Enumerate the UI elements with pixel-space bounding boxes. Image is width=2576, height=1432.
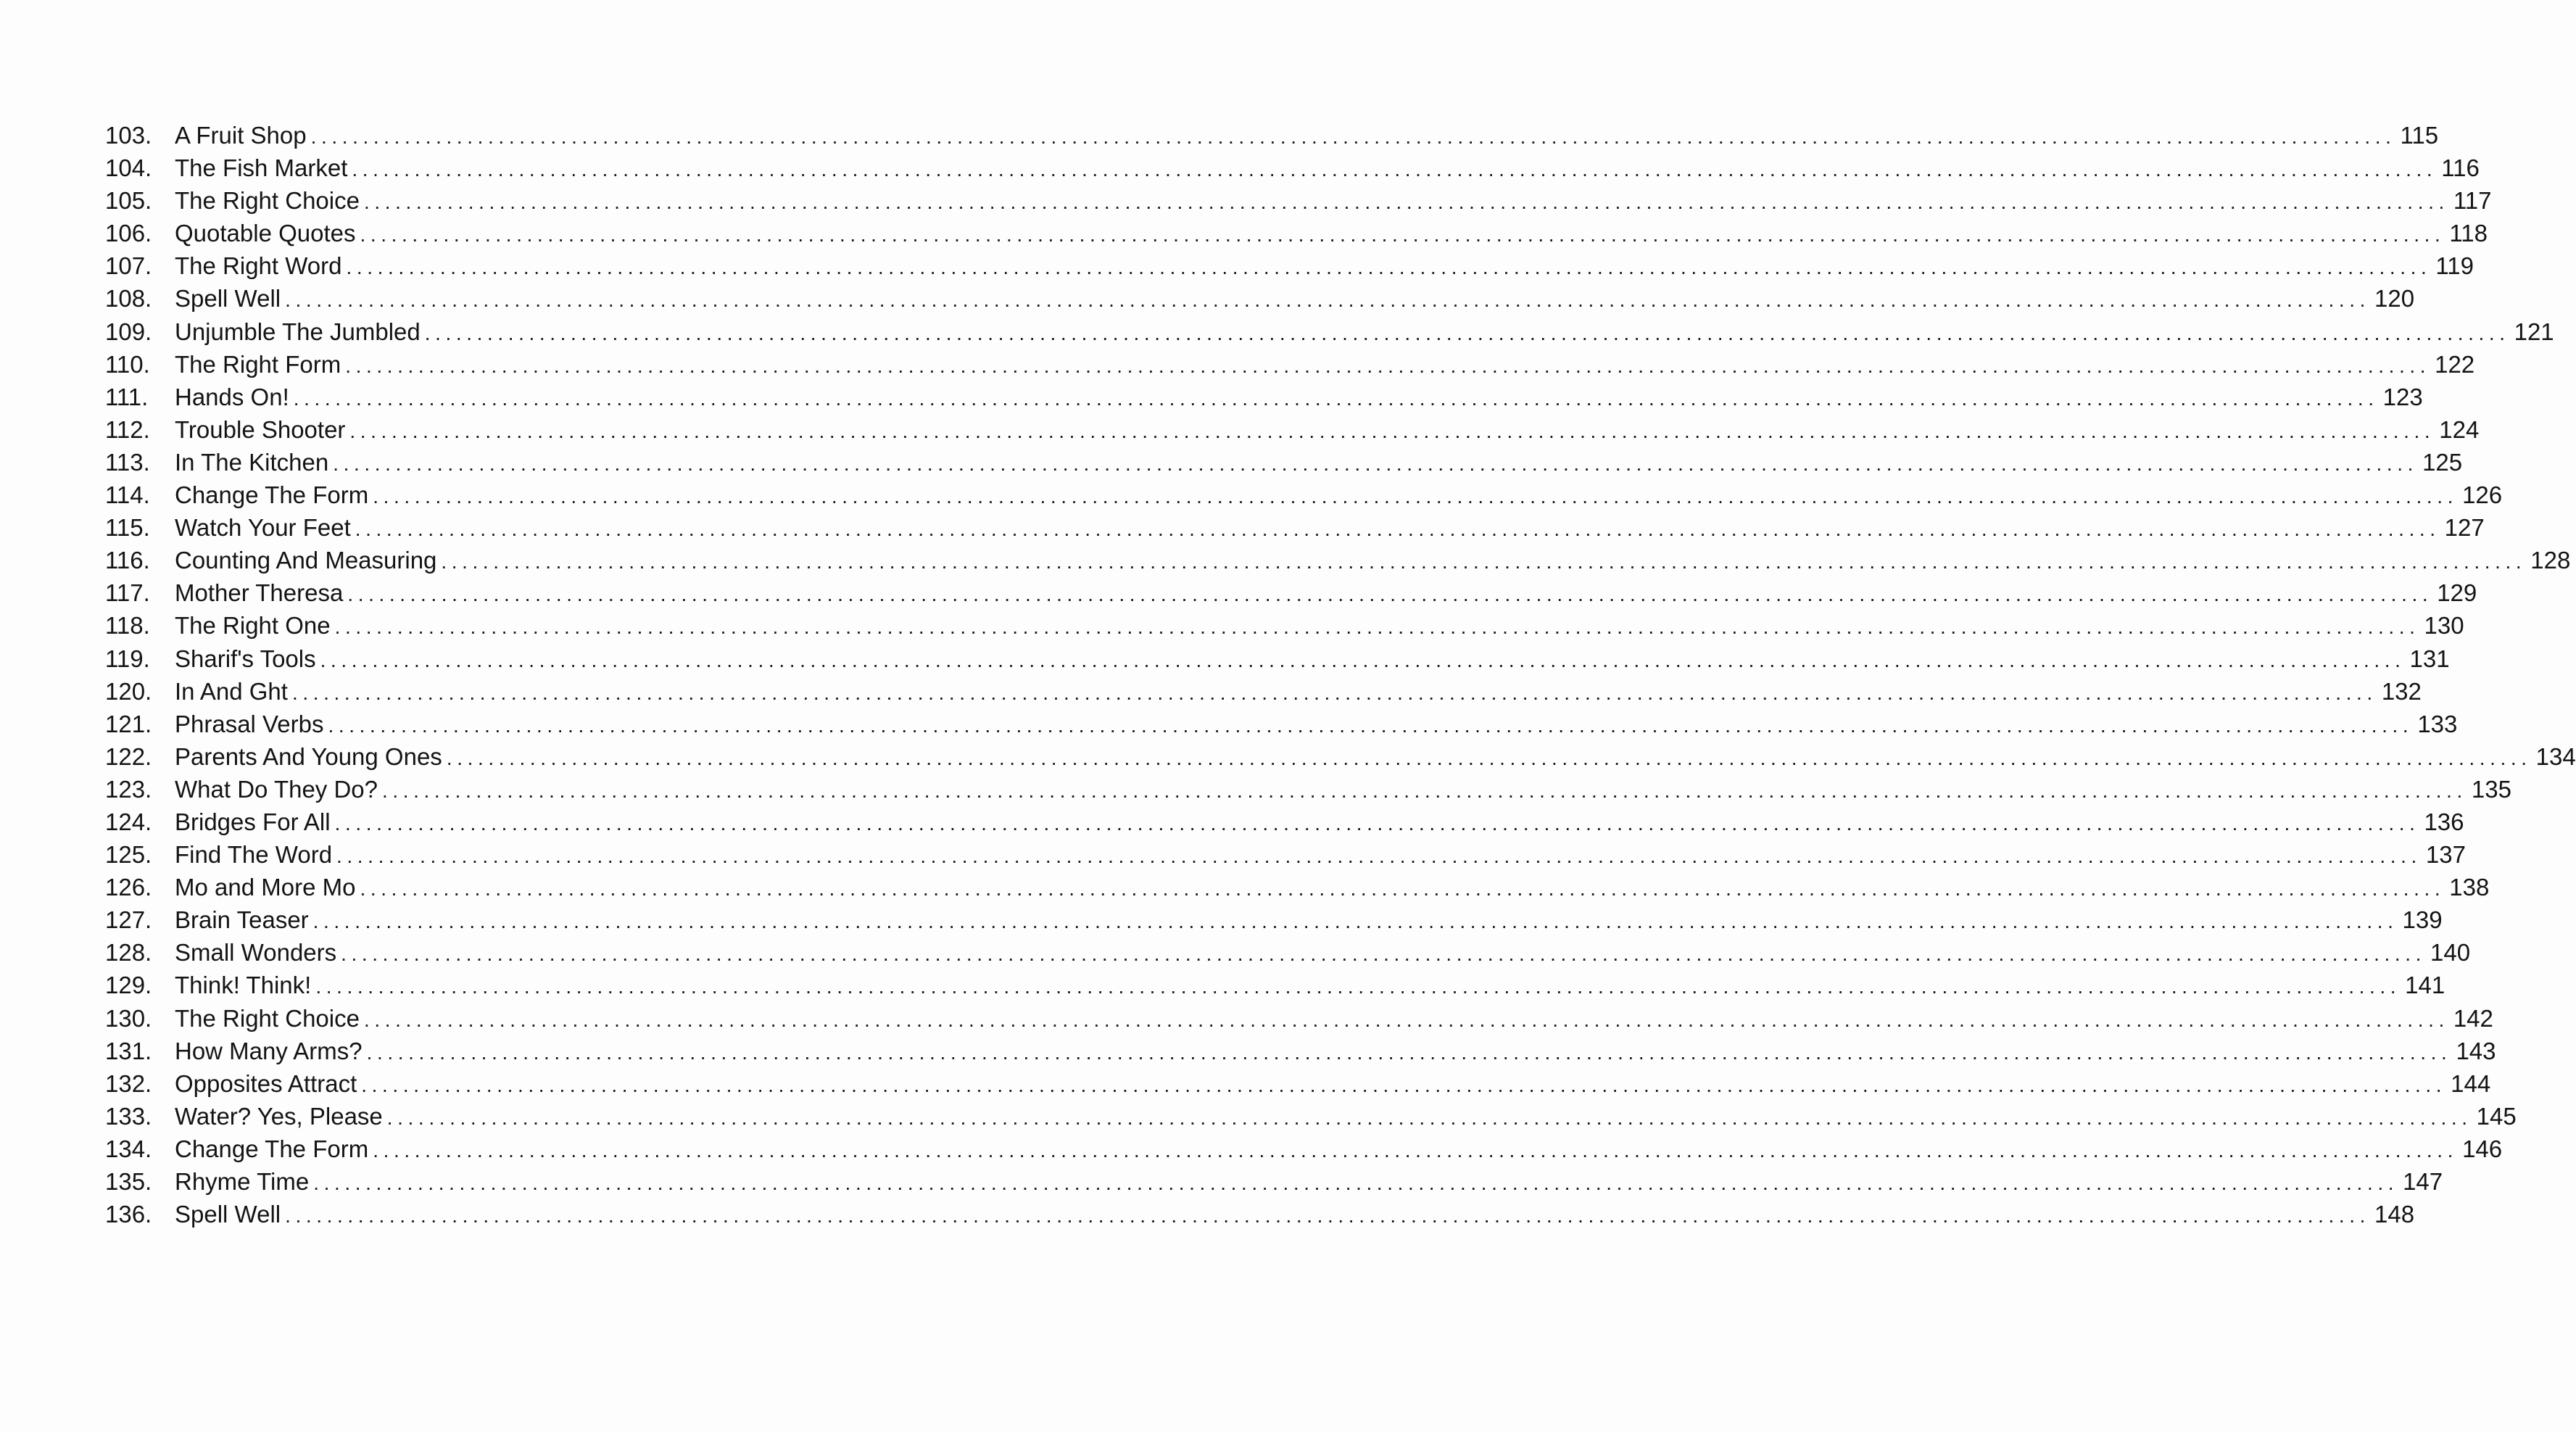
entry-number: 111. [105, 383, 149, 410]
toc-entry [105, 249, 2474, 282]
entry-title: Small Wonders [175, 939, 337, 967]
toc-entry [105, 446, 2463, 479]
entry-title: Quotable Quotes [175, 220, 356, 247]
entry-title: Find The Word [175, 841, 333, 869]
dot-leader: ........................................................................................................................................................................................................ [333, 452, 2419, 475]
entry-title: Brain Teaser [175, 906, 309, 934]
entry-title: Water? Yes, Please [175, 1102, 383, 1130]
entry-title: Parents And Young Ones [175, 742, 442, 770]
entry-title: Sharif's Tools [175, 645, 316, 672]
dot-leader: ........................................................................................................................................................................................................ [315, 975, 2401, 998]
toc-entry [105, 348, 2475, 381]
dot-leader: ........................................................................................................................................................................................................ [320, 648, 2406, 671]
dot-leader: ........................................................................................................................................................................................................ [361, 1073, 2447, 1096]
toc-entry [105, 740, 2576, 773]
entry-title: Mo and More Mo [175, 874, 356, 901]
entry-title: The Right One [175, 612, 331, 640]
entry-page-number: 145 [2476, 1102, 2517, 1130]
dot-leader: ........................................................................................................................................................................................................ [382, 779, 2467, 802]
entry-number: 132. [105, 1069, 152, 1097]
entry-page-number: 125 [2422, 448, 2463, 476]
toc-entry [105, 642, 2450, 675]
dot-leader: ........................................................................................................................................................................................................ [312, 910, 2398, 933]
dot-leader: ........................................................................................................................................................................................................ [285, 1204, 2370, 1228]
table-of-contents [105, 119, 2576, 1230]
toc-entry [105, 1035, 2496, 1067]
toc-entry [105, 1165, 2443, 1198]
toc-entry [105, 217, 2488, 249]
toc-entry [105, 184, 2492, 217]
dot-leader: ........................................................................................................................................................................................................ [360, 877, 2445, 901]
entry-title: Think! Think! [175, 972, 312, 999]
toc-entry [105, 903, 2443, 936]
entry-page-number: 142 [2453, 1004, 2493, 1032]
dot-leader: ........................................................................................................................................................................................................ [347, 583, 2433, 606]
entry-title: Phrasal Verbs [175, 710, 324, 737]
entry-title: Counting And Measuring [175, 547, 437, 574]
entry-title: Opposites Attract [175, 1069, 357, 1097]
entry-number: 116. [105, 547, 150, 574]
entry-number: 126. [105, 874, 152, 901]
entry-page-number: 117 [2453, 187, 2492, 215]
entry-page-number: 146 [2462, 1135, 2503, 1162]
dot-leader: ........................................................................................................................................................................................................ [310, 125, 2396, 148]
entry-page-number: 137 [2425, 841, 2466, 869]
entry-page-number: 116 [2441, 154, 2480, 182]
toc-entry [105, 381, 2423, 413]
dot-leader: ........................................................................................................................................................................................................ [355, 518, 2440, 541]
entry-number: 131. [105, 1037, 152, 1064]
entry-page-number: 129 [2437, 579, 2477, 607]
entry-page-number: 131 [2409, 645, 2450, 672]
entry-page-number: 119 [2435, 252, 2474, 280]
entry-page-number: 136 [2424, 808, 2464, 835]
entry-title: Hands On! [175, 383, 289, 410]
dot-leader: ........................................................................................................................................................................................................ [293, 386, 2379, 410]
entry-page-number: 138 [2449, 874, 2490, 901]
entry-number: 128. [105, 939, 152, 967]
toc-entry [105, 576, 2477, 609]
toc-entry [105, 1067, 2491, 1100]
dot-leader: ........................................................................................................................................................................................................ [363, 1008, 2449, 1031]
dot-leader: ........................................................................................................................................................................................................ [446, 746, 2532, 769]
entry-number: 114. [105, 481, 150, 509]
entry-title: Unjumble The Jumbled [175, 318, 421, 345]
entry-title: Bridges For All [175, 808, 331, 835]
entry-number: 134. [105, 1135, 152, 1162]
entry-page-number: 120 [2374, 285, 2415, 313]
toc-entry [105, 675, 2422, 708]
entry-page-number: 123 [2382, 383, 2423, 410]
entry-number: 107. [105, 252, 152, 280]
entry-title: Trouble Shooter [175, 415, 346, 443]
entry-title: Change The Form [175, 1135, 369, 1162]
toc-entry [105, 936, 2471, 969]
dot-leader: ........................................................................................................................................................................................................ [441, 550, 2527, 574]
dot-leader: ........................................................................................................................................................................................................ [341, 943, 2426, 966]
entry-title: Change The Form [175, 481, 369, 509]
dot-leader: ........................................................................................................................................................................................................ [291, 681, 2377, 704]
entry-page-number: 139 [2402, 906, 2443, 934]
dot-leader: ........................................................................................................................................................................................................ [334, 616, 2420, 639]
toc-entry [105, 282, 2415, 315]
entry-page-number: 143 [2456, 1037, 2496, 1064]
dot-leader: ........................................................................................................................................................................................................ [349, 419, 2435, 442]
entry-title: The Right Form [175, 350, 341, 378]
toc-entry [105, 1002, 2493, 1035]
toc-entry [105, 119, 2439, 152]
entry-number: 103. [105, 122, 152, 149]
entry-title: Mother Theresa [175, 579, 344, 607]
entry-number: 110. [105, 350, 150, 378]
dot-leader: ........................................................................................................................................................................................................ [366, 1040, 2452, 1064]
entry-number: 118. [105, 612, 150, 640]
toc-entry [105, 773, 2511, 806]
dot-leader: ........................................................................................................................................................................................................ [334, 811, 2420, 835]
entry-number: 121. [105, 710, 152, 737]
entry-title: The Right Choice [175, 1004, 360, 1032]
entry-number: 105. [105, 187, 152, 215]
entry-title: Rhyme Time [175, 1168, 310, 1195]
entry-number: 106. [105, 220, 152, 247]
toc-entry [105, 1198, 2415, 1230]
entry-page-number: 133 [2417, 710, 2458, 737]
entry-page-number: 124 [2439, 415, 2480, 443]
dot-leader: ........................................................................................................................................................................................................ [424, 321, 2510, 344]
entry-number: 104. [105, 154, 152, 182]
dot-leader: ........................................................................................................................................................................................................ [352, 158, 2438, 181]
entry-page-number: 130 [2424, 612, 2464, 640]
entry-page-number: 127 [2444, 514, 2485, 542]
entry-page-number: 115 [2400, 122, 2439, 149]
entry-page-number: 128 [2530, 547, 2571, 574]
dot-leader: ........................................................................................................................................................................................................ [336, 845, 2422, 868]
entry-number: 124. [105, 808, 152, 835]
toc-entry [105, 511, 2485, 544]
entry-page-number: 144 [2451, 1069, 2491, 1097]
entry-page-number: 134 [2535, 742, 2576, 770]
entry-number: 108. [105, 285, 152, 313]
entry-page-number: 135 [2471, 775, 2511, 803]
toc-entry [105, 806, 2464, 838]
entry-number: 123. [105, 775, 152, 803]
entry-title: How Many Arms? [175, 1037, 363, 1064]
entry-title: Spell Well [175, 285, 281, 313]
dot-leader: ........................................................................................................................................................................................................ [313, 1172, 2399, 1194]
dot-leader: ........................................................................................................................................................................................................ [373, 1138, 2459, 1162]
entry-number: 113. [105, 448, 150, 476]
entry-title: A Fruit Shop [175, 122, 307, 149]
entry-title: In And Ght [175, 677, 288, 705]
entry-number: 125. [105, 841, 152, 869]
entry-number: 115. [105, 514, 150, 542]
entry-number: 109. [105, 318, 152, 345]
entry-page-number: 141 [2405, 972, 2445, 999]
entry-number: 133. [105, 1102, 152, 1130]
entry-page-number: 147 [2403, 1168, 2443, 1195]
entry-title: What Do They Do? [175, 775, 378, 803]
toc-entry [105, 315, 2554, 348]
entry-title: The Right Choice [175, 187, 360, 215]
entry-number: 112. [105, 415, 150, 443]
entry-title: The Right Word [175, 252, 342, 280]
entry-number: 129. [105, 972, 152, 999]
toc-entry [105, 544, 2571, 576]
entry-number: 117. [105, 579, 150, 607]
entry-page-number: 121 [2514, 318, 2554, 345]
toc-entry [105, 479, 2503, 511]
entry-number: 119. [105, 645, 150, 672]
dot-leader: ........................................................................................................................................................................................................ [345, 354, 2431, 377]
toc-entry [105, 152, 2480, 184]
dot-leader: ........................................................................................................................................................................................................ [373, 485, 2459, 508]
toc-entry [105, 838, 2466, 871]
entry-number: 130. [105, 1004, 152, 1032]
dot-leader: ........................................................................................................................................................................................................ [328, 713, 2414, 737]
entry-title: The Fish Market [175, 154, 348, 182]
dot-leader: ........................................................................................................................................................................................................ [346, 256, 2432, 279]
entry-page-number: 122 [2435, 350, 2475, 378]
toc-entry [105, 871, 2490, 903]
entry-title: In The Kitchen [175, 448, 329, 476]
entry-page-number: 118 [2449, 220, 2488, 247]
entry-number: 135. [105, 1168, 152, 1195]
entry-page-number: 132 [2381, 677, 2422, 705]
dot-leader: ........................................................................................................................................................................................................ [363, 191, 2449, 214]
toc-entry [105, 609, 2464, 642]
toc-entry [105, 1100, 2517, 1133]
dot-leader: ........................................................................................................................................................................................................ [285, 289, 2370, 312]
entry-title: Watch Your Feet [175, 514, 351, 542]
dot-leader: ........................................................................................................................................................................................................ [386, 1106, 2472, 1129]
entry-page-number: 140 [2430, 939, 2471, 967]
toc-entry [105, 708, 2458, 740]
entry-number: 122. [105, 742, 152, 770]
entry-number: 127. [105, 906, 152, 934]
entry-title: Spell Well [175, 1201, 281, 1228]
entry-number: 136. [105, 1201, 152, 1228]
entry-page-number: 148 [2374, 1201, 2415, 1228]
toc-entry [105, 1133, 2503, 1165]
entry-number: 120. [105, 677, 152, 705]
entry-page-number: 126 [2462, 481, 2503, 509]
toc-entry [105, 413, 2480, 446]
toc-entry [105, 969, 2445, 1001]
dot-leader: ........................................................................................................................................................................................................ [360, 223, 2445, 247]
